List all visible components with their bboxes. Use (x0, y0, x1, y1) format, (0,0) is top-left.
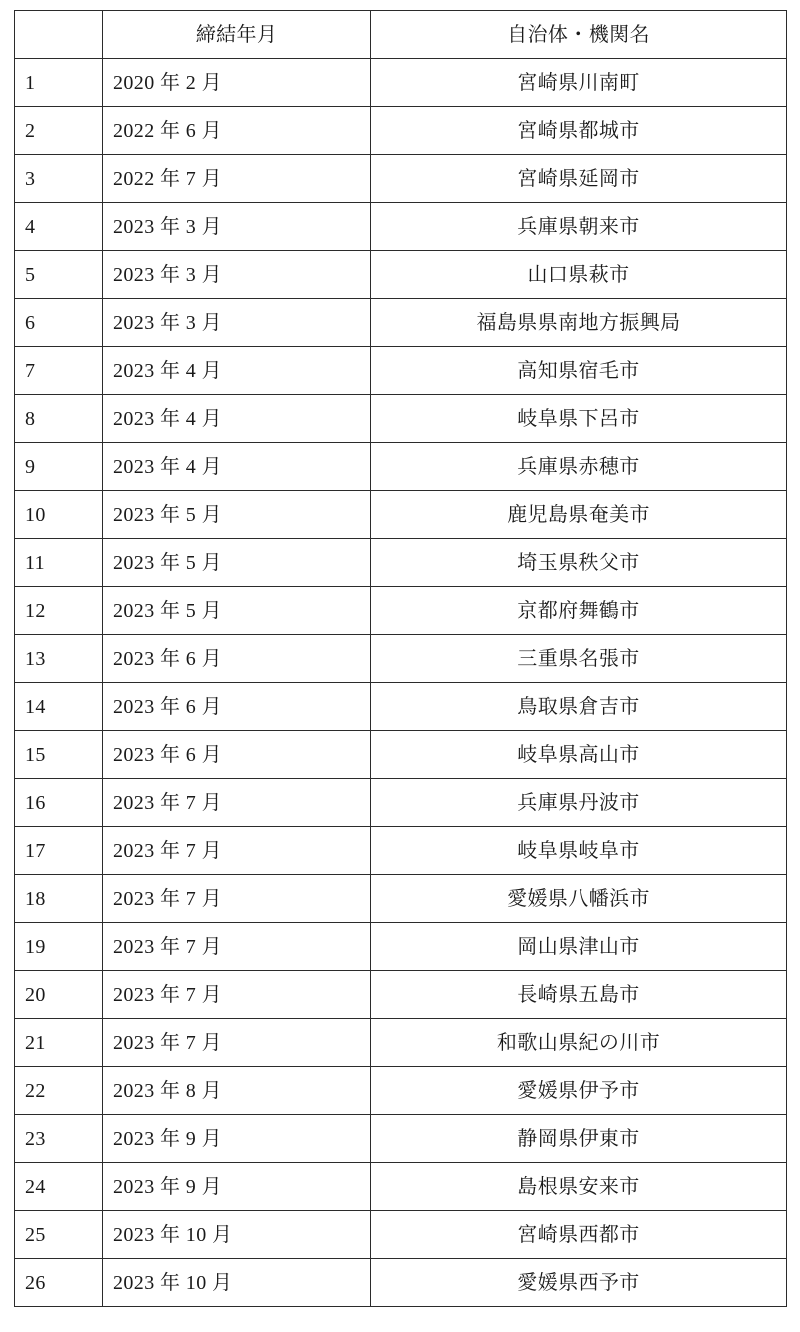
row-date: 2023 年 6 月 (103, 635, 371, 683)
row-number: 17 (15, 827, 103, 875)
row-number: 7 (15, 347, 103, 395)
table-row (15, 587, 787, 635)
row-date: 2023 年 7 月 (103, 827, 371, 875)
row-date: 2023 年 7 月 (103, 971, 371, 1019)
row-number: 12 (15, 587, 103, 635)
row-date: 2023 年 6 月 (103, 731, 371, 779)
row-number: 16 (15, 779, 103, 827)
table-row (15, 443, 787, 491)
row-number: 9 (15, 443, 103, 491)
row-date: 2023 年 10 月 (103, 1259, 371, 1307)
table-header-row (15, 11, 787, 59)
row-date: 2022 年 6 月 (103, 107, 371, 155)
row-organization: 三重県名張市 (371, 635, 787, 683)
row-organization: 鳥取県倉吉市 (371, 683, 787, 731)
row-number: 8 (15, 395, 103, 443)
table-row (15, 779, 787, 827)
row-date: 2023 年 5 月 (103, 587, 371, 635)
row-date: 2023 年 7 月 (103, 1019, 371, 1067)
row-number: 10 (15, 491, 103, 539)
row-number: 2 (15, 107, 103, 155)
table-row (15, 203, 787, 251)
table-row (15, 155, 787, 203)
agreement-table (14, 10, 787, 1307)
row-organization: 京都府舞鶴市 (371, 587, 787, 635)
row-date: 2023 年 7 月 (103, 923, 371, 971)
row-organization: 岡山県津山市 (371, 923, 787, 971)
column-header-organization: 自治体・機関名 (371, 11, 787, 59)
row-organization: 岐阜県下呂市 (371, 395, 787, 443)
table-row (15, 635, 787, 683)
row-number: 25 (15, 1211, 103, 1259)
row-date: 2023 年 9 月 (103, 1163, 371, 1211)
row-number: 26 (15, 1259, 103, 1307)
table-header (15, 11, 787, 59)
row-date: 2023 年 7 月 (103, 875, 371, 923)
table-row (15, 1067, 787, 1115)
row-date: 2022 年 7 月 (103, 155, 371, 203)
row-organization: 和歌山県紀の川市 (371, 1019, 787, 1067)
row-date: 2023 年 6 月 (103, 683, 371, 731)
row-number: 15 (15, 731, 103, 779)
row-organization: 岐阜県高山市 (371, 731, 787, 779)
row-date: 2023 年 5 月 (103, 491, 371, 539)
row-organization: 兵庫県赤穂市 (371, 443, 787, 491)
table-row (15, 971, 787, 1019)
row-organization: 兵庫県朝来市 (371, 203, 787, 251)
row-number: 14 (15, 683, 103, 731)
row-number: 22 (15, 1067, 103, 1115)
table-row (15, 1115, 787, 1163)
row-organization: 長崎県五島市 (371, 971, 787, 1019)
table-row (15, 923, 787, 971)
row-number: 13 (15, 635, 103, 683)
table-row (15, 827, 787, 875)
row-organization: 兵庫県丹波市 (371, 779, 787, 827)
column-header-number (15, 11, 103, 59)
row-date: 2023 年 4 月 (103, 443, 371, 491)
row-number: 6 (15, 299, 103, 347)
row-date: 2023 年 5 月 (103, 539, 371, 587)
row-date: 2023 年 8 月 (103, 1067, 371, 1115)
row-date: 2023 年 3 月 (103, 203, 371, 251)
row-organization: 愛媛県西予市 (371, 1259, 787, 1307)
table-row (15, 683, 787, 731)
table-row (15, 59, 787, 107)
row-number: 4 (15, 203, 103, 251)
row-organization: 鹿児島県奄美市 (371, 491, 787, 539)
table-row (15, 875, 787, 923)
row-date: 2023 年 4 月 (103, 395, 371, 443)
table-row (15, 107, 787, 155)
row-number: 3 (15, 155, 103, 203)
table-row (15, 1259, 787, 1307)
column-header-date: 締結年月 (103, 11, 371, 59)
row-organization: 岐阜県岐阜市 (371, 827, 787, 875)
row-date: 2023 年 3 月 (103, 299, 371, 347)
row-organization: 愛媛県伊予市 (371, 1067, 787, 1115)
row-organization: 高知県宿毛市 (371, 347, 787, 395)
row-organization: 愛媛県八幡浜市 (371, 875, 787, 923)
row-organization: 埼玉県秩父市 (371, 539, 787, 587)
table-row (15, 1163, 787, 1211)
table-row (15, 1019, 787, 1067)
table-row (15, 539, 787, 587)
table-row (15, 251, 787, 299)
row-number: 24 (15, 1163, 103, 1211)
row-number: 21 (15, 1019, 103, 1067)
row-number: 20 (15, 971, 103, 1019)
row-number: 19 (15, 923, 103, 971)
row-date: 2020 年 2 月 (103, 59, 371, 107)
row-organization: 福島県県南地方振興局 (371, 299, 787, 347)
table-row (15, 395, 787, 443)
table-row (15, 491, 787, 539)
table-row (15, 299, 787, 347)
row-number: 5 (15, 251, 103, 299)
row-number: 11 (15, 539, 103, 587)
row-date: 2023 年 9 月 (103, 1115, 371, 1163)
row-organization: 宮崎県川南町 (371, 59, 787, 107)
row-number: 23 (15, 1115, 103, 1163)
row-date: 2023 年 10 月 (103, 1211, 371, 1259)
table-row (15, 347, 787, 395)
row-organization: 静岡県伊東市 (371, 1115, 787, 1163)
row-date: 2023 年 4 月 (103, 347, 371, 395)
row-organization: 島根県安来市 (371, 1163, 787, 1211)
row-date: 2023 年 3 月 (103, 251, 371, 299)
row-date: 2023 年 7 月 (103, 779, 371, 827)
table-row (15, 1211, 787, 1259)
row-organization: 宮崎県都城市 (371, 107, 787, 155)
table-body (15, 59, 787, 1307)
row-organization: 山口県萩市 (371, 251, 787, 299)
table-row (15, 731, 787, 779)
row-organization: 宮崎県延岡市 (371, 155, 787, 203)
row-number: 1 (15, 59, 103, 107)
row-organization: 宮崎県西都市 (371, 1211, 787, 1259)
row-number: 18 (15, 875, 103, 923)
